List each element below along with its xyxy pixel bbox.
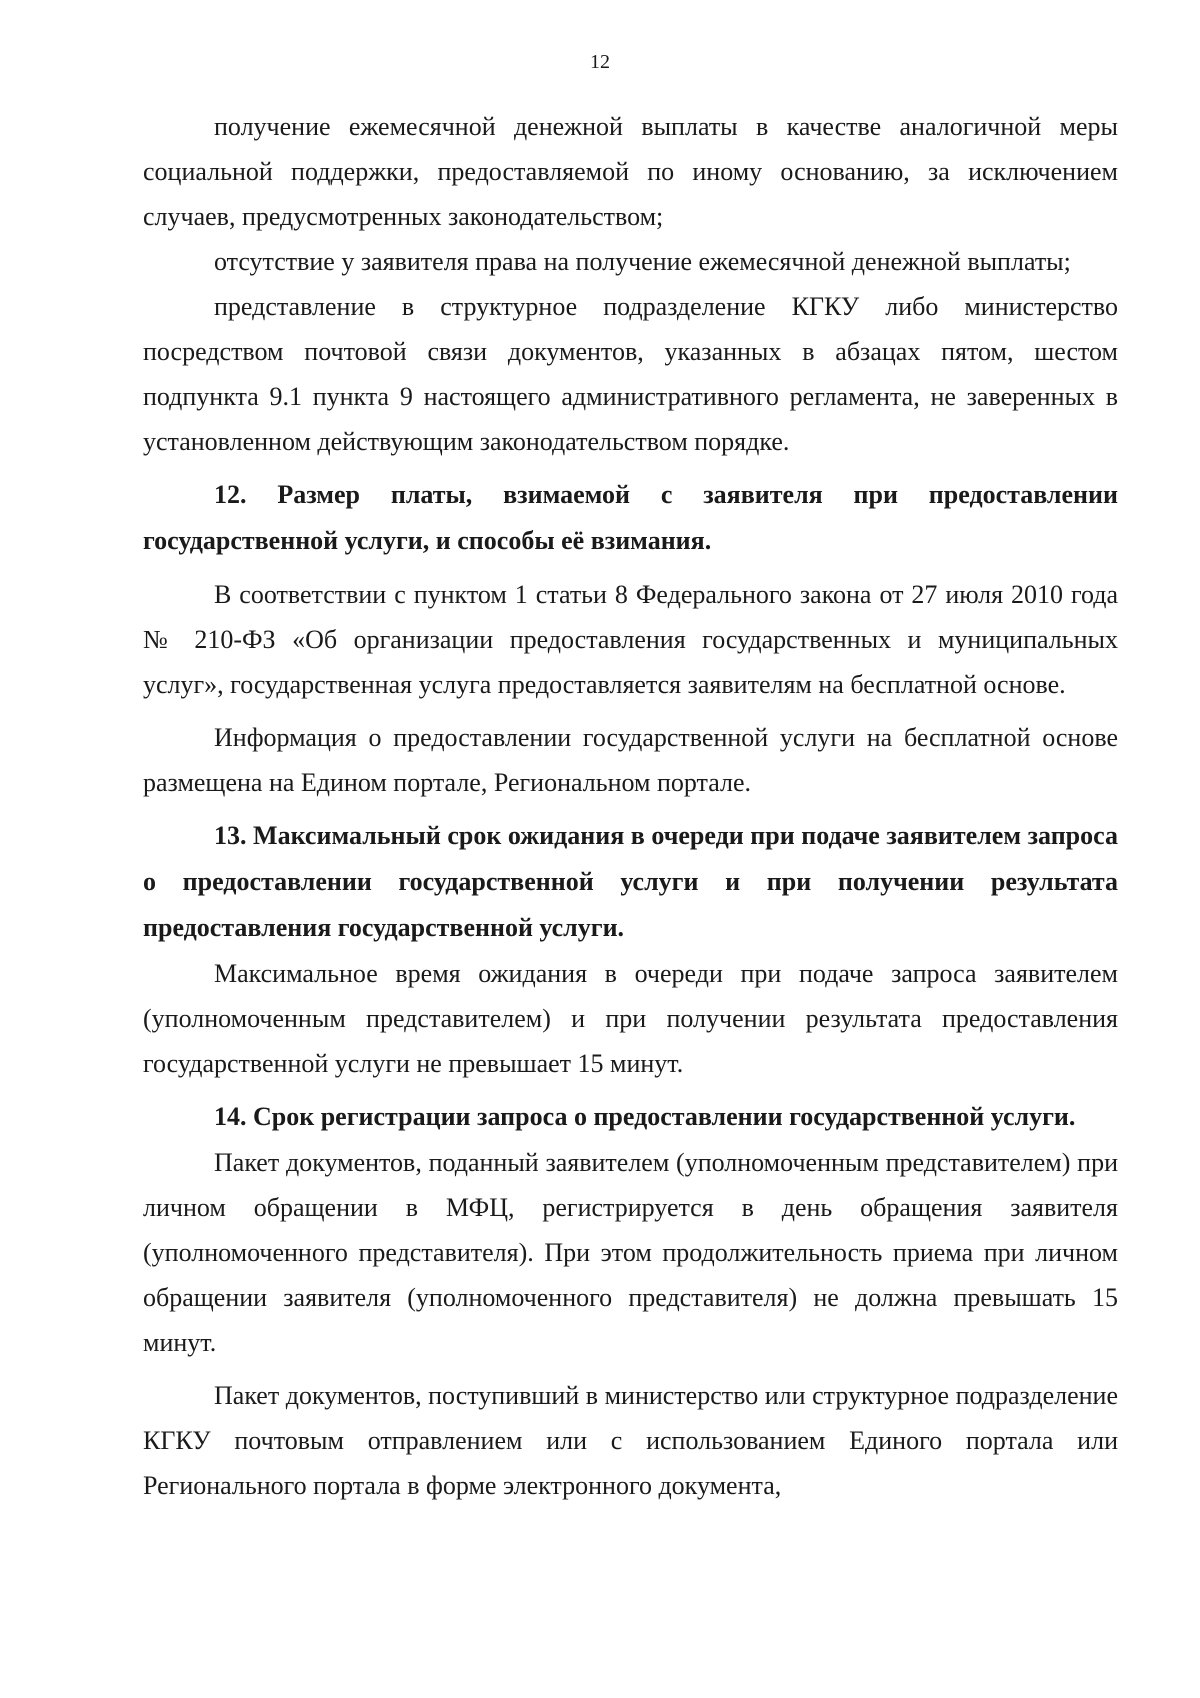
paragraph: В соответствии с пунктом 1 статьи 8 Федерального закона от 27 июля 2010 года № 210-ФЗ «Об организации предоставления государственных и муниципальных услуг», государственная услуга предоставляется заявителям на бесплатной основе. — [143, 580, 1118, 699]
section-heading: 13. Максимальный срок ожидания в очереди при подаче заявителем запроса о предоставлении государственной услуги и при получении результата предоставления государственной услуги. — [143, 821, 1118, 942]
section-heading: 12. Размер платы, взимаемой с заявителя при предоставлении государственной услуги, и способы её взимания. — [143, 480, 1118, 555]
paragraph: представление в структурное подразделение КГКУ либо министерство посредством почтовой связи документов, указанных в абзацах пятом, шестом подпункта 9.1 пункта 9 настоящего административного регламента, не заверенных в установленном действующим законодательством порядке. — [143, 292, 1118, 456]
paragraph: Информация о предоставлении государственной услуги на бесплатной основе размещена на Едином портале, Региональном портале. — [143, 723, 1118, 797]
paragraph: Пакет документов, поступивший в министерство или структурное подразделение КГКУ почтовым отправлением или с использованием Единого портала или Регионального портала в форме электронного документа, — [143, 1381, 1118, 1500]
paragraph: отсутствие у заявителя права на получение ежемесячной денежной выплаты; — [214, 247, 1071, 276]
section-heading: 14. Срок регистрации запроса о предоставлении государственной услуги. — [214, 1102, 1076, 1131]
page-number: 12 — [590, 51, 610, 73]
paragraph: получение ежемесячной денежной выплаты в качестве аналогичной меры социальной поддержки, предоставляемой по иному основанию, за исключением случаев, предусмотренных законодательством; — [143, 112, 1118, 231]
document-body — [143, 104, 1118, 1508]
paragraph: Пакет документов, поданный заявителем (уполномоченным представителем) при личном обращении в МФЦ, регистрируется в день обращения заявителя (уполномоченного представителя). При этом продолжительность приема при личном обращении заявителя (уполномоченного представителя) не должна превышать 15 минут. — [143, 1148, 1118, 1357]
paragraph: Максимальное время ожидания в очереди при подаче запроса заявителем (уполномоченным представителем) и при получении результата предоставления государственной услуги не превышает 15 минут. — [143, 959, 1118, 1078]
